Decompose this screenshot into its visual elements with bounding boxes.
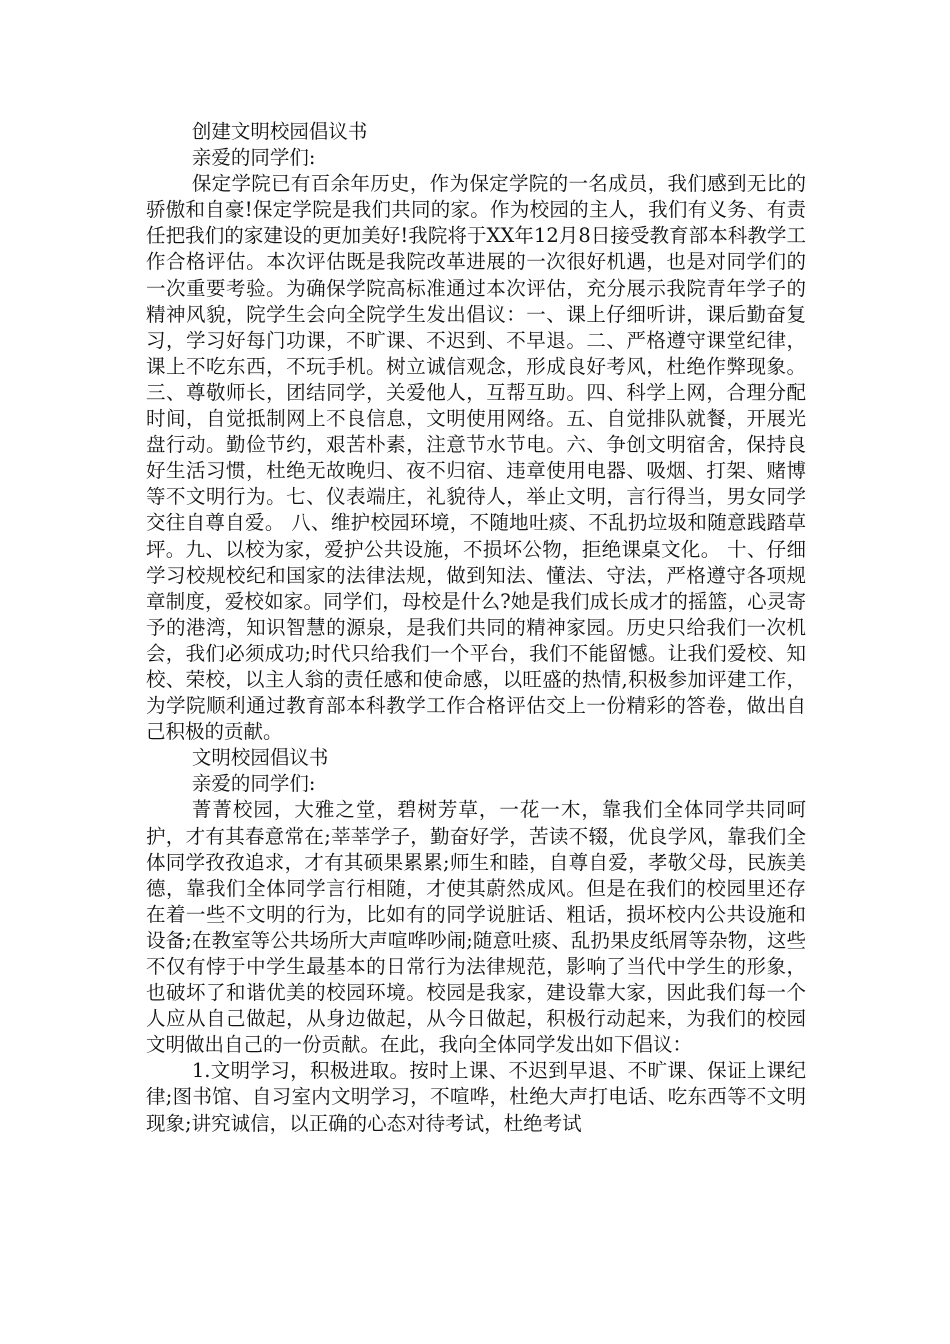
doc2-body: 菁菁校园，大雅之堂，碧树芳草，一花一木，靠我们全体同学共同呵护，才有其春意常在;莘莘学子，勤奋好学，苦读不辍，优良学风，靠我们全体同学孜孜追求，才有其硕果累累;师生和睦，自尊自爱，孝敬父母，民族美德，靠我们全体同学言行相随，才使其蔚然成风。但是在我们的校园里还存在着一些不文明的行为，比如有的同学说脏话、粗话，损坏校内公共设施和设备;在教室等公共场所大声喧哗吵闹;随意吐痰、乱扔果皮纸屑等杂物，这些不仅有悖于中学生最基本的日常行为法律规范，影响了当代中学生的形象，也破坏了和谐优美的校园环境。校园是我家，建设靠大家，因此我们每一个人应从自己做起，从身边做起，从今日做起，积极行动起来，为我们的校园文明做出自己的一份贡献。在此，我向全体同学发出如下倡议： xyxy=(146,798,806,1057)
document-page xyxy=(146,119,806,1137)
doc1-title: 创建文明校园倡议书 xyxy=(191,120,368,143)
doc2-title: 文明校园倡议书 xyxy=(191,746,329,770)
doc1-salutation: 亲爱的同学们: xyxy=(191,146,316,170)
doc1-body: 保定学院已有百余年历史，作为保定学院的一名成员，我们感到无比的骄傲和自豪!保定学院是我们共同的家。作为校园的主人，我们有义务、有责任把我们的家建设的更加美好!我院将于XX年12月8日接受教育部本科教学工作合格评估。本次评估既是我院改革进展的一次很好机遇，也是对同学们的一次重要考验。为确保学院高标准通过本次评估，充分展示我院青年学子的精神风貌，院学生会向全院学生发出倡议：一、课上仔细听讲，课后勤奋复习，学习好每门功课，不旷课、不迟到、不早退。二、严格遵守课堂纪律，课上不吃东西，不玩手机。树立诚信观念，形成良好考风，杜绝作弊现象。三、尊敬师长，团结同学，关爱他人，互帮互助。四、科学上网，合理分配时间，自觉抵制网上不良信息，文明使用网络。五、自觉排队就餐，开展光盘行动。勤俭节约，艰苦朴素，注意节水节电。六、争创文明宿舍，保持良好生活习惯，杜绝无故晚归、夜不归宿、违章使用电器、吸烟、打架、赌博等不文明行为。七、仪表端庄，礼貌待人，举止文明，言行得当，男女同学交往自尊自爱。 八、维护校园环境，不随地吐痰、不乱扔垃圾和随意践踏草坪。九、以校为家，爱护公共设施，不损坏公物，拒绝课桌文化。 十、仔细学习校规校纪和国家的法律法规，做到知法、懂法、守法，严格遵守各项规章制度，爱校如家。同学们，母校是什么?她是我们成长成才的摇篮，心灵寄予的港湾，知识智慧的源泉，是我们共同的精神家园。历史只给我们一次机会，我们必须成功;时代只给我们一个平台，我们不能留憾。让我们爱校、知校、荣校，以主人翁的责任感和使命感，以旺盛的热情,积极参加评建工作，为学院顺利通过教育部本科教学工作合格评估交上一份精彩的答卷，做出自己积极的贡献。 xyxy=(146,172,806,744)
doc2-salutation: 亲爱的同学们: xyxy=(191,772,316,796)
doc2-item-1: 1.文明学习，积极进取。按时上课、不迟到早退、不旷课、保证上课纪律;图书馆、自习室内文明学习，不喧哗，杜绝大声打电话、吃东西等不文明现象;讲究诚信，以正确的心态对待考试，杜绝考试 xyxy=(146,1059,806,1135)
